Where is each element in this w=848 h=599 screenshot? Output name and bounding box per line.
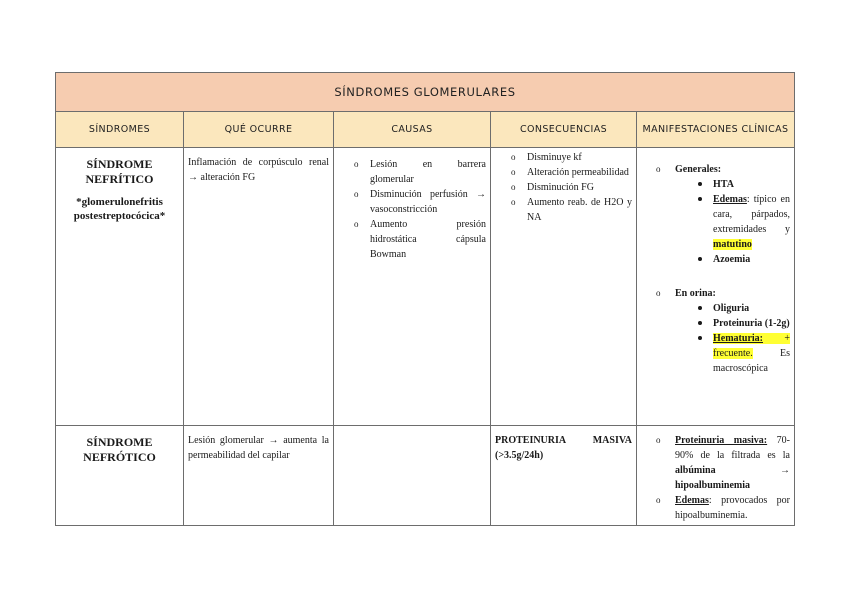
- hematuria-label: Hematuria:: [713, 333, 763, 344]
- list-item: o Alteración permeabilidad: [527, 165, 632, 180]
- header-causes: CAUSAS: [334, 112, 491, 148]
- syndrome-subtitle: *glomerulonefritis postestreptocócica*: [73, 196, 166, 222]
- list-item: [713, 301, 790, 316]
- occurs-text: Inflamación de corpúsculo renal → alteración FG: [188, 157, 329, 183]
- oliguria-text: Oliguria: [713, 303, 750, 314]
- list-item: o Disminución FG: [527, 180, 632, 195]
- occurs-text: Lesión glomerular → aumenta la permeabilidad del capilar: [188, 435, 329, 461]
- proteinuria-text: 70-90% de la filtrada es la: [675, 435, 790, 461]
- hta-text: HTA: [713, 179, 734, 190]
- azoemia-text: Azoemia: [713, 254, 751, 265]
- list-item: o Disminución perfusión → vasoconstricción: [370, 187, 486, 217]
- list-item: [713, 177, 790, 192]
- manifestations-cell: [637, 426, 795, 526]
- list-item: [675, 162, 790, 286]
- list-item: o Aumento presión hidrostática cápsula Bowman: [370, 217, 486, 262]
- list-item: [713, 252, 790, 267]
- consequences-cell: [491, 426, 637, 526]
- list-item: [713, 331, 790, 376]
- header-clinical-manifestations: MANIFESTACIONES CLÍNICAS: [637, 112, 795, 148]
- hipoalbuminemia-text: hipoalbuminemia: [675, 480, 751, 491]
- manifestations-list: [637, 426, 794, 523]
- manifestations-list: [637, 148, 794, 376]
- arrow-text: →: [715, 465, 790, 476]
- syndrome-name: SÍNDROME NEFRÓTICO: [83, 435, 156, 464]
- header-consequences: CONSECUENCIAS: [491, 112, 637, 148]
- edemas-highlight: matutino: [713, 239, 752, 250]
- occurs-cell: [184, 426, 334, 526]
- causes-cell: [334, 148, 491, 426]
- list-item: [675, 286, 790, 376]
- general-sublist: [675, 177, 790, 267]
- albumina-text: albúmina: [675, 465, 716, 476]
- proteinuria-text: Proteinuria (1-2g): [713, 318, 790, 329]
- proteinuria-label: Proteinuria masiva:: [675, 435, 768, 446]
- consequences-list: [491, 148, 636, 225]
- manifestations-cell: [637, 148, 795, 426]
- header-syndromes: SÍNDROMES: [56, 112, 184, 148]
- list-item: [675, 493, 790, 523]
- table-title: SÍNDROMES GLOMERULARES: [56, 73, 795, 112]
- edemas-label: Edemas: [713, 194, 747, 205]
- list-item: o Aumento reab. de H2O y NA: [527, 195, 632, 225]
- hematuria-text: Es macroscópica: [713, 348, 790, 374]
- consequences-cell: [491, 148, 637, 426]
- syndrome-cell: [56, 426, 184, 526]
- list-item: [675, 433, 790, 493]
- occurs-cell: [184, 148, 334, 426]
- list-item: [713, 316, 790, 331]
- urine-sublist: [675, 301, 790, 376]
- syndrome-name: SÍNDROME NEFRÍTICO: [85, 157, 154, 186]
- urine-label: En orina:: [675, 288, 716, 299]
- causes-list: [334, 148, 490, 262]
- list-item: [713, 192, 790, 252]
- edemas-text: : provocados por hipoalbuminemia.: [675, 495, 790, 521]
- header-what-happens: QUÉ OCURRE: [184, 112, 334, 148]
- list-item: o Lesión en barrera glomerular: [370, 157, 486, 187]
- list-item: o Disminuye kf: [527, 150, 632, 165]
- general-label: Generales:: [675, 164, 722, 175]
- table-row-nefritico: [56, 148, 795, 426]
- table-row-nefrotico: [56, 426, 795, 526]
- edemas-text: : típico en cara, párpados, extremidades y: [713, 194, 790, 235]
- consequences-text: PROTEINURIA MASIVA (>3.5g/24h): [495, 435, 632, 461]
- hematuria-highlight: + frecuente.: [713, 333, 790, 359]
- edemas-label: Edemas: [675, 495, 709, 506]
- causes-cell: [334, 426, 491, 526]
- glomerular-syndromes-table: [55, 72, 795, 526]
- syndrome-cell: [56, 148, 184, 426]
